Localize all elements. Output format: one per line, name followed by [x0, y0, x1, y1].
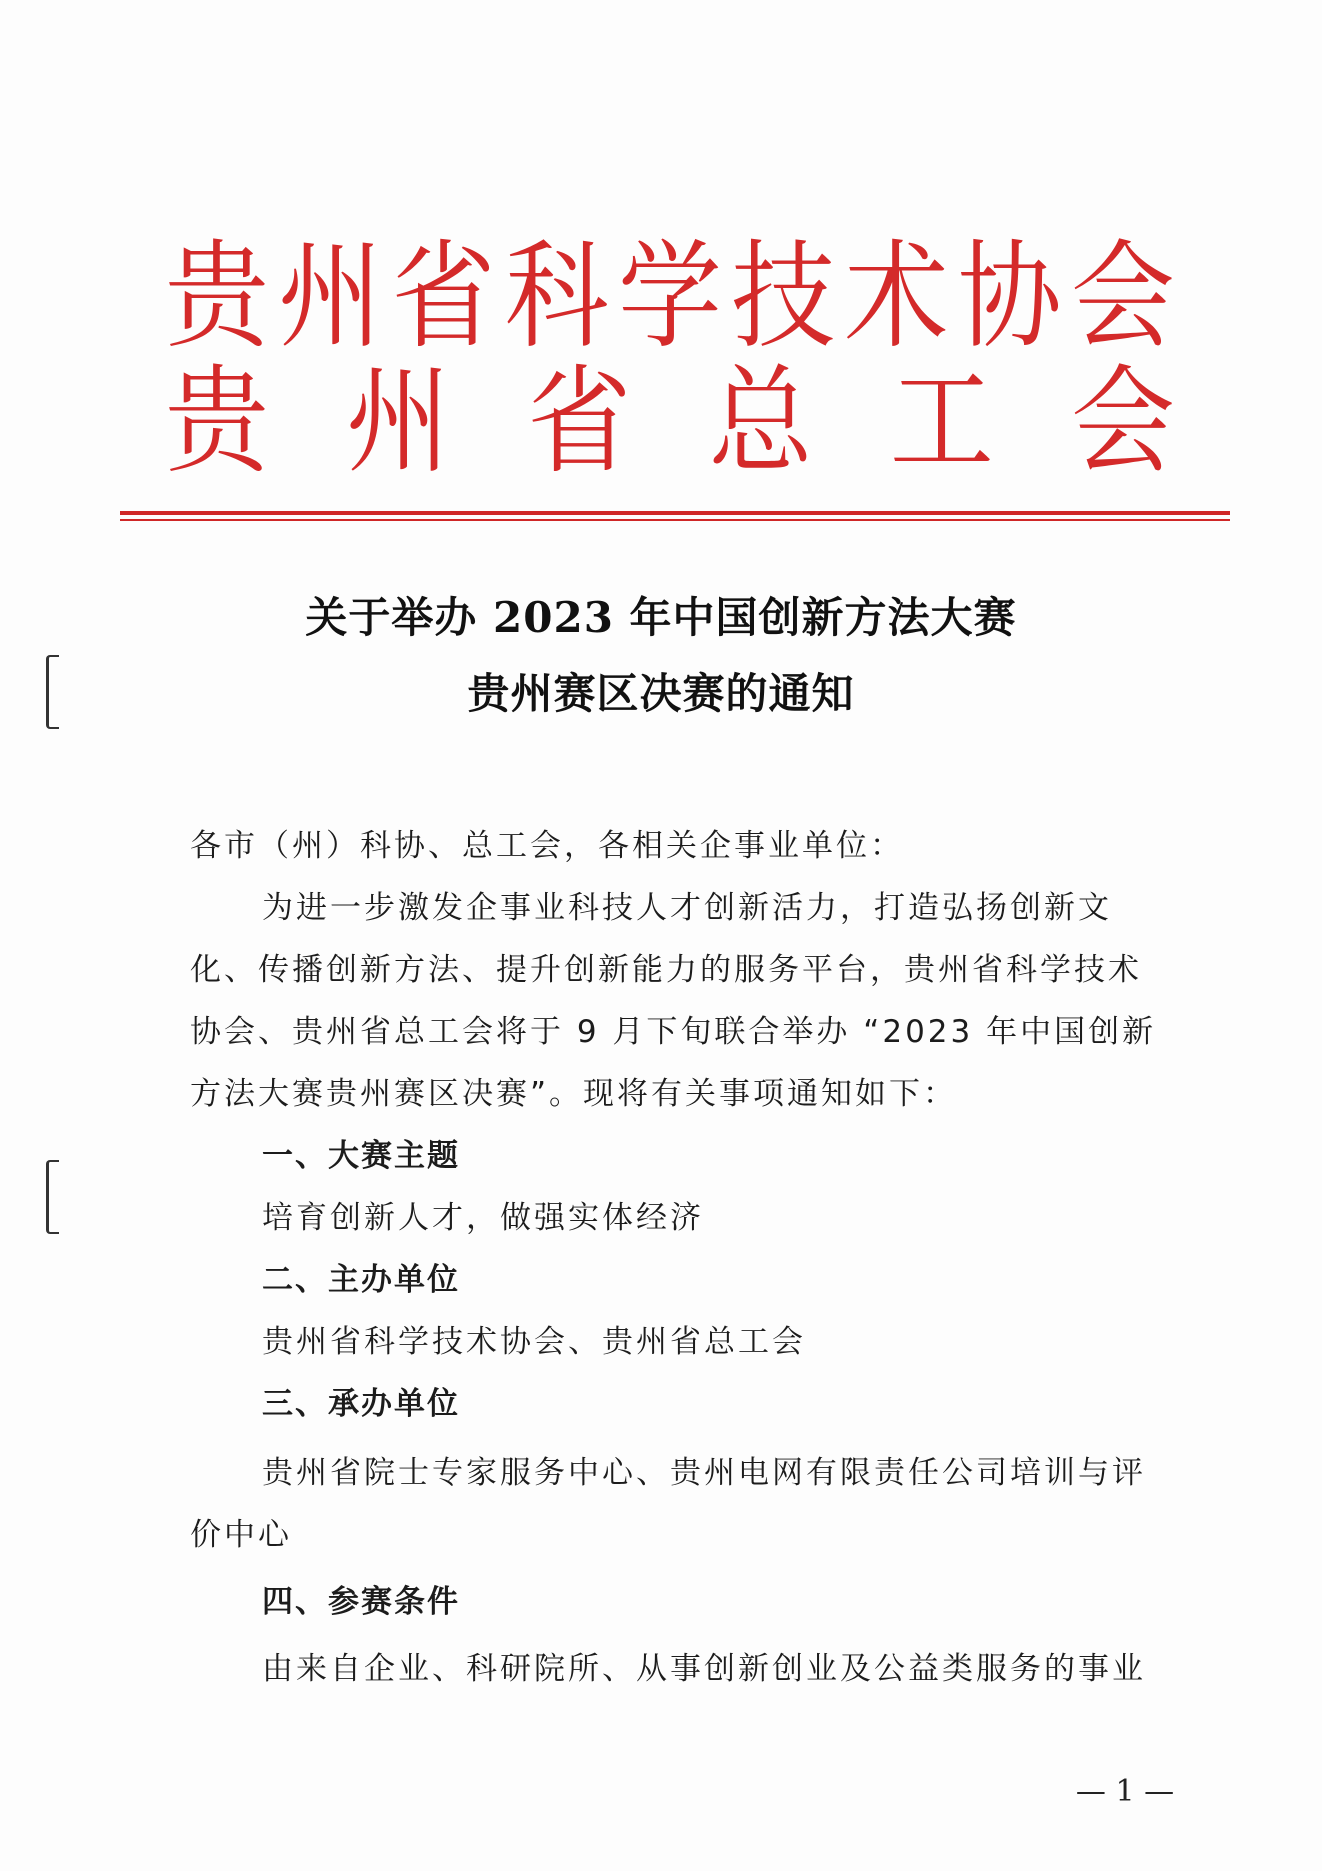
letterhead-char: 省: [391, 227, 496, 365]
section-text: 贵州省院士专家服务中心、贵州电网有限责任公司培训与评: [262, 1455, 1146, 1491]
letterhead-char: 学: [617, 227, 722, 365]
section-heading: 一、大赛主题: [262, 1138, 460, 1174]
document-title-line-2: 贵州赛区决赛的通知: [467, 669, 855, 718]
section-heading: 四、参赛条件: [262, 1584, 460, 1620]
letterhead-char: 贵: [165, 227, 270, 365]
letterhead-char: 会: [1070, 227, 1175, 365]
document-title-line-1: 关于举办 2023 年中国创新方法大赛: [305, 593, 1017, 642]
intro-line: 化、传播创新方法、提升创新能力的服务平台，贵州省科学技术: [190, 952, 1142, 988]
salutation: 各市（州）科协、总工会，各相关企事业单位：: [190, 828, 904, 864]
section-heading: 二、主办单位: [262, 1262, 460, 1298]
binding-mark: [46, 1160, 59, 1234]
letterhead-rule-thin: [120, 519, 1230, 521]
letterhead-char: 贵: [165, 352, 270, 490]
letterhead-rule-thick: [120, 511, 1230, 515]
section-heading: 三、承办单位: [262, 1386, 460, 1422]
section-text: 由来自企业、科研院所、从事创新创业及公益类服务的事业: [262, 1651, 1146, 1687]
letterhead-char: 科: [504, 227, 609, 365]
section-text: 培育创新人才，做强实体经济: [262, 1200, 704, 1236]
letterhead-char: 总: [708, 352, 813, 490]
letterhead-char: 协: [957, 227, 1062, 365]
letterhead-char: 州: [346, 352, 451, 490]
intro-line: 方法大赛贵州赛区决赛”。现将有关事项通知如下：: [190, 1076, 958, 1112]
intro-line: 协会、贵州省总工会将于 9 月下旬联合举办 “2023 年中国创新: [190, 1014, 1157, 1050]
letterhead-org-2: [165, 352, 1175, 490]
letterhead-char: 省: [527, 352, 632, 490]
letterhead-char: 技: [731, 227, 836, 365]
intro-line: 为进一步激发企事业科技人才创新活力，打造弘扬创新文: [262, 890, 1112, 926]
letterhead-org-1: [165, 227, 1175, 365]
section-text: 贵州省科学技术协会、贵州省总工会: [262, 1324, 806, 1360]
letterhead-char: 会: [1070, 352, 1175, 490]
page-number: — 1 —: [1075, 1774, 1175, 1809]
letterhead-char: 州: [278, 227, 383, 365]
letterhead-char: 术: [844, 227, 949, 365]
letterhead-char: 工: [889, 352, 994, 490]
section-text: 价中心: [190, 1517, 292, 1553]
